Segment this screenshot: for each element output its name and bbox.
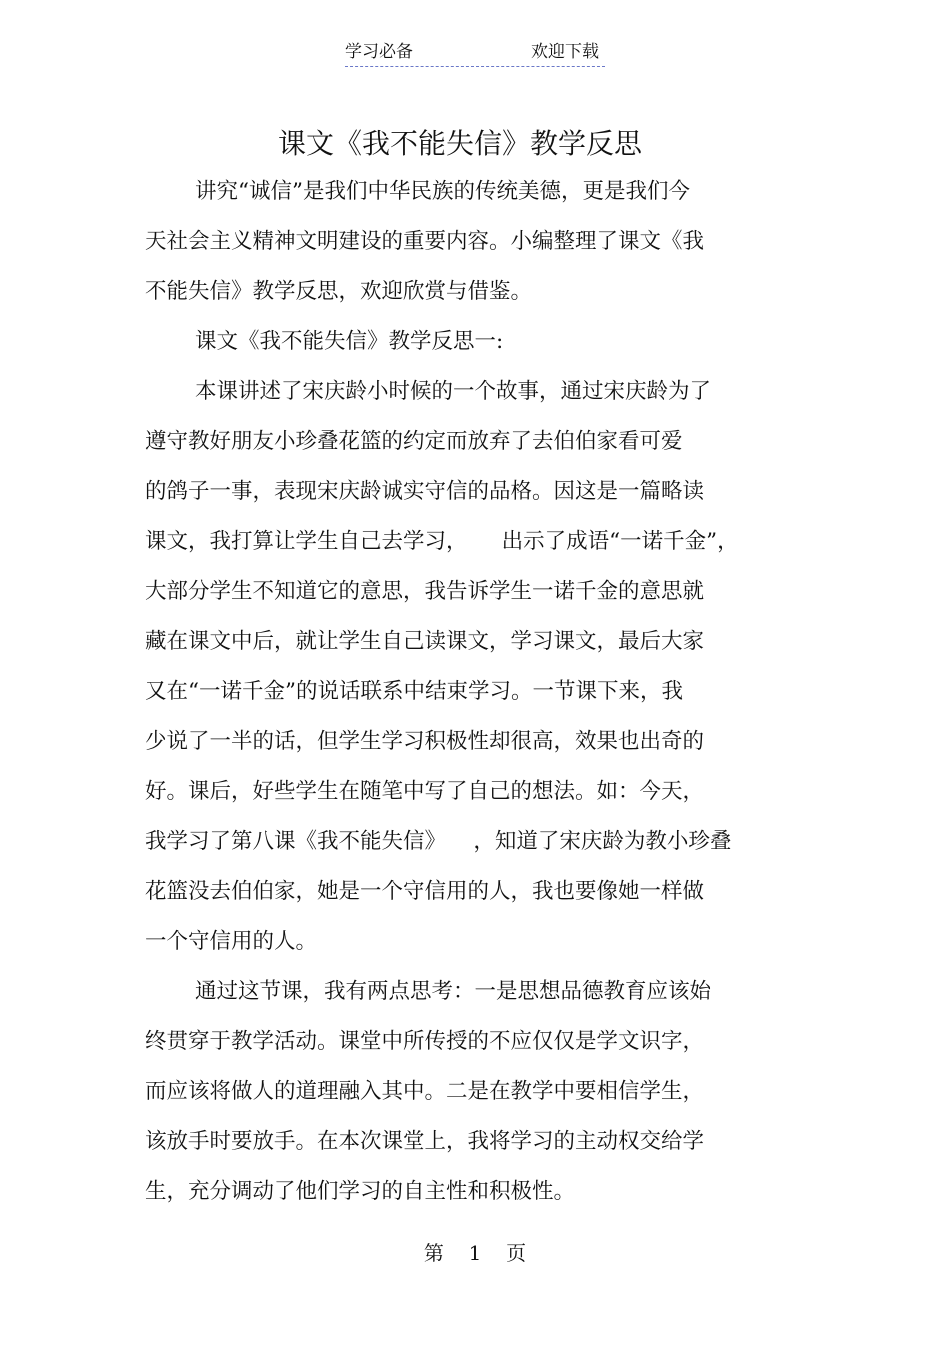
paragraph-line: 一个守信用的人。 bbox=[145, 929, 318, 954]
paragraph-line: 课文，我打算让学生自己去学习， 出示了成语“一诺千金”， bbox=[145, 529, 739, 554]
paragraph-line: 藏在课文中后，就让学生自己读课文，学习课文，最后大家 bbox=[145, 629, 705, 654]
header-right-text: 欢迎下载 bbox=[531, 42, 599, 62]
paragraph-line: 的鸽子一事，表现宋庆龄诚实守信的品格。因这是一篇略读 bbox=[145, 479, 705, 504]
page-header bbox=[345, 40, 605, 67]
paragraph-line: 生，充分调动了他们学习的自主性和积极性。 bbox=[145, 1179, 576, 1204]
paragraph-line: 遵守教好朋友小珍叠花篮的约定而放弃了去伯伯家看可爱 bbox=[145, 429, 683, 454]
paragraph-line: 好。课后，好些学生在随笔中写了自己的想法。如：今天， bbox=[145, 779, 705, 804]
paragraph-line: 又在“一诺千金”的说话联系中结束学习。一节课下来，我 bbox=[145, 679, 683, 704]
paragraph-line: 不能失信》教学反思，欢迎欣赏与借鉴。 bbox=[145, 279, 533, 304]
paragraph-line: 少说了一半的话，但学生学习积极性却很高，效果也出奇的 bbox=[145, 729, 705, 754]
paragraph-line: 天社会主义精神文明建设的重要内容。小编整理了课文《我 bbox=[145, 229, 705, 254]
page-suffix: 页 bbox=[506, 1241, 527, 1265]
paragraph-line: 通过这节课，我有两点思考：一是思想品德教育应该始 bbox=[195, 979, 712, 1004]
page-number bbox=[0, 1238, 950, 1268]
section-heading: 课文《我不能失信》教学反思一: bbox=[195, 329, 504, 354]
paragraph-line: 花篮没去伯伯家，她是一个守信用的人，我也要像她一样做 bbox=[145, 879, 705, 904]
header-left-text: 学习必备 bbox=[345, 42, 413, 62]
paragraph-line: 本课讲述了宋庆龄小时候的一个故事，通过宋庆龄为了 bbox=[195, 379, 712, 404]
page-number-value: 1 bbox=[468, 1241, 482, 1265]
paragraph-line: 我学习了第八课《我不能失信》 ，知道了宋庆龄为教小珍叠 bbox=[145, 829, 732, 854]
paragraph-line: 而应该将做人的道理融入其中。二是在教学中要相信学生， bbox=[145, 1079, 705, 1104]
paragraph-line: 终贯穿于教学活动。课堂中所传授的不应仅仅是学文识字， bbox=[145, 1029, 705, 1054]
document-title: 课文《我不能失信》教学反思 bbox=[277, 127, 642, 160]
page-prefix: 第 bbox=[423, 1241, 444, 1265]
paragraph-line: 该放手时要放手。在本次课堂上，我将学习的主动权交给学 bbox=[145, 1129, 705, 1154]
paragraph-line: 讲究“诚信”是我们中华民族的传统美德，更是我们今 bbox=[195, 179, 690, 204]
paragraph-line: 大部分学生不知道它的意思，我告诉学生一诺千金的意思就 bbox=[145, 579, 705, 604]
